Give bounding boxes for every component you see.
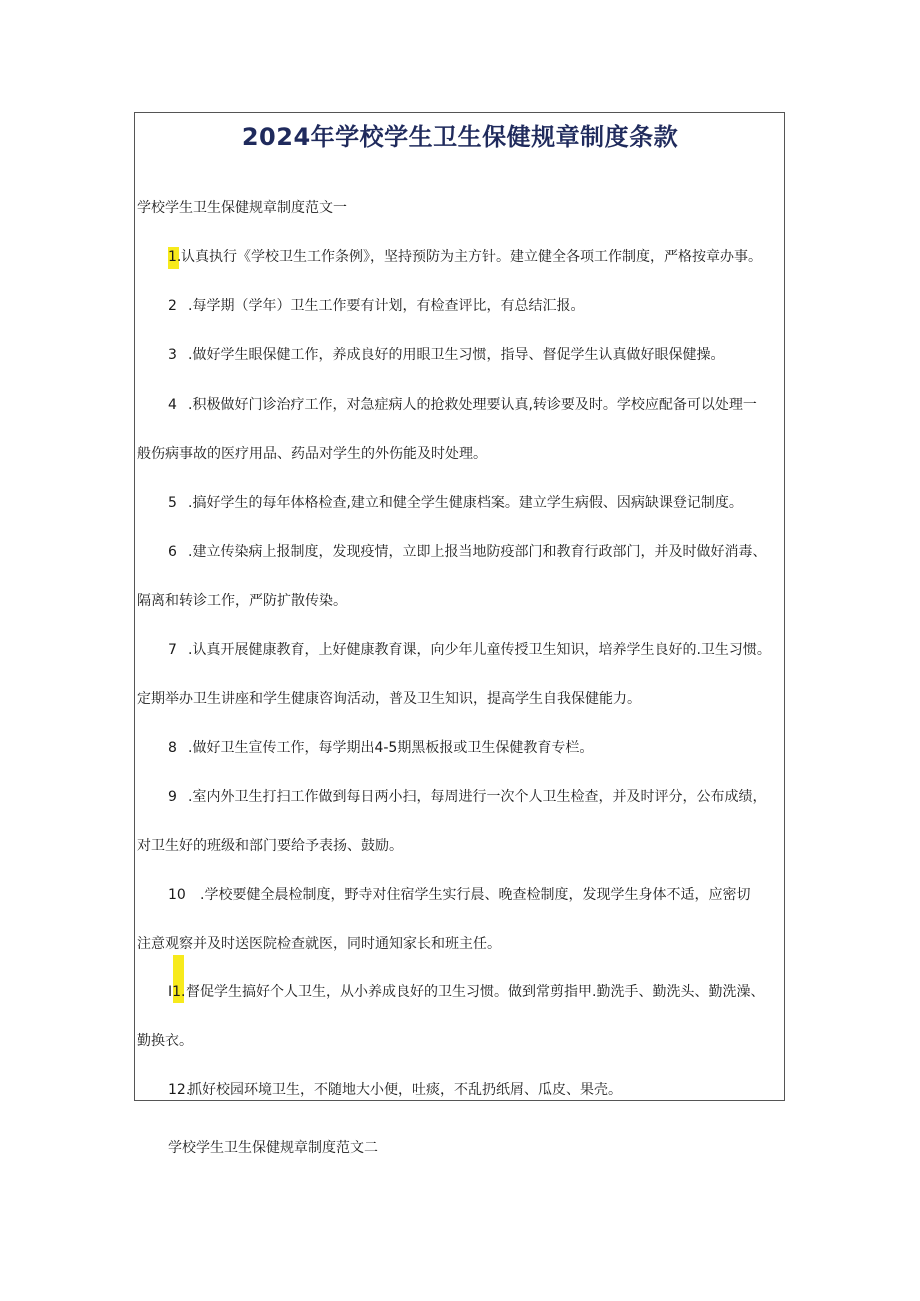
- item-text: .做好卫生宣传工作，每学期出4-5期黑板报或卫生保健教育专栏。: [188, 740, 594, 756]
- item-text: .每学期（学年）卫生工作要有计划，有检查评比，有总结汇报。: [188, 298, 585, 314]
- item-text: .认真开展健康教育，上好健康教育课，向少年儿童传授卫生知识，培养学生良好的.卫生习惯。: [188, 642, 771, 658]
- page-title: 2024年学校学生卫生保健规章制度条款: [241, 123, 679, 151]
- item-text: .室内外卫生打扫工作做到每日两小扫，每周进行一次个人卫生检查，并及时评分，公布成绩，: [188, 789, 767, 805]
- item-text-continued: 对卫生好的班级和部门要给予表扬、鼓励。: [137, 838, 403, 854]
- item-number: 12.: [168, 1082, 191, 1098]
- item-number: 2: [168, 298, 177, 314]
- item-text: 认真执行《学校卫生工作条例》，坚持预防为主方针。建立健全各项工作制度，严格按章办事。: [181, 249, 762, 265]
- item-number: 10: [168, 887, 186, 903]
- item-text-continued: 注意观察并及时送医院检查就医，同时通知家长和班主任。: [137, 936, 501, 952]
- item-text: .做好学生眼保健工作，养成良好的用眼卫生习惯，指导、督促学生认真做好眼保健操。: [188, 347, 725, 363]
- item-text: 抓好校园环境卫生，不随地大小便，吐痰，不乱扔纸屑、瓜皮、果壳。: [188, 1082, 622, 1098]
- item-number: 1.: [168, 249, 182, 265]
- item-number: 5: [168, 495, 177, 511]
- item-text: 督促学生搞好个人卫生，从小养成良好的卫生习惯。做到常剪指甲.勤洗手、勤洗头、勤洗澡、: [186, 984, 765, 1000]
- item-text: .搞好学生的每年体格检查,建立和健全学生健康档案。建立学生病假、因病缺课登记制度。: [188, 495, 743, 511]
- item-number: 6: [168, 544, 177, 560]
- item-number: 4: [168, 397, 177, 413]
- item-number: I1.: [168, 984, 186, 1000]
- item-text: .建立传染病上报制度，发现疫情，立即上报当地防疫部门和教育行政部门，并及时做好消毒、: [188, 544, 767, 560]
- item-text: .学校要健全晨检制度，野寺对住宿学生实行晨、晚查检制度，发现学生身体不适，应密切: [200, 887, 751, 903]
- item-text-continued: 隔离和转诊工作，严防扩散传染。: [137, 593, 347, 609]
- item-text-continued: 般伤病事故的医疗用品、药品对学生的外伤能及时处理。: [137, 446, 487, 462]
- item-number: 7: [168, 642, 177, 658]
- item-text-continued: 勤换衣。: [137, 1033, 193, 1049]
- item-number: 3: [168, 347, 177, 363]
- item-text-continued: 定期举办卫生讲座和学生健康咨询活动，普及卫生知识，提高学生自我保健能力。: [137, 691, 641, 707]
- section-two-heading: 学校学生卫生保健规章制度范文二: [168, 1140, 378, 1156]
- item-text: .积极做好门诊治疗工作，对急症病人的抢救处理要认真,转诊要及时。学校应配备可以处理一: [188, 397, 757, 413]
- section-one-heading: 学校学生卫生保健规章制度范文一: [137, 200, 347, 216]
- item-number: 9: [168, 789, 177, 805]
- item-number: 8: [168, 740, 177, 756]
